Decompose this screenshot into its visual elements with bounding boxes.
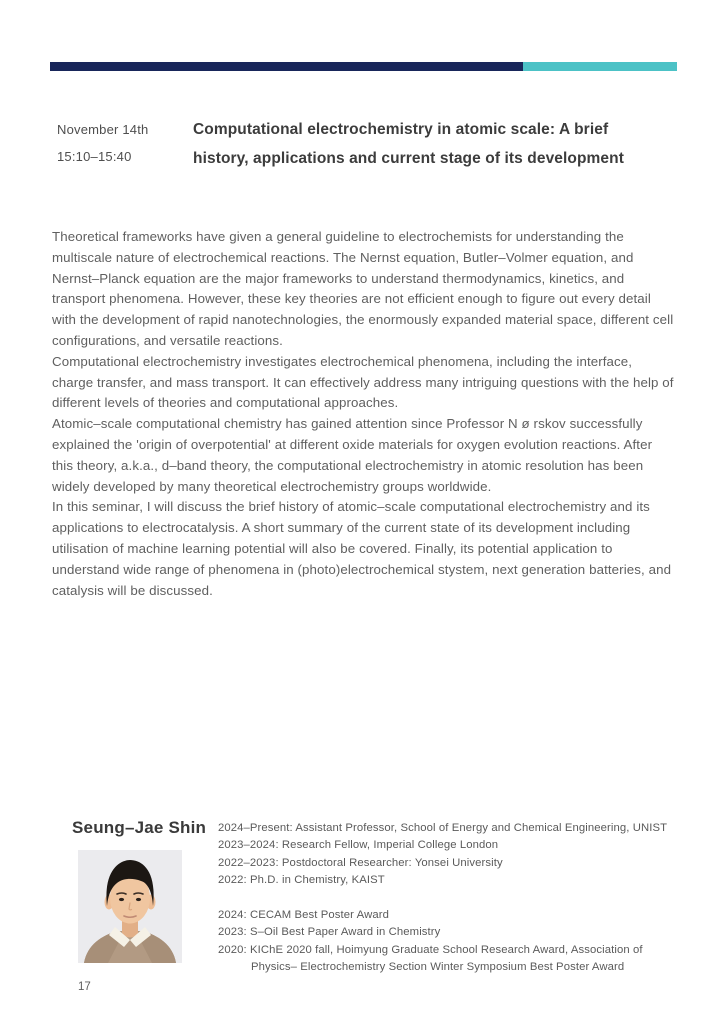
accent-bar-teal-segment	[523, 62, 677, 71]
speaker-cv	[218, 820, 688, 977]
page-number: 17	[78, 981, 91, 993]
accent-bar-navy-segment	[50, 62, 523, 71]
session-datetime	[57, 116, 192, 170]
abstract-paragraph: In this seminar, I will discuss the brief history of atomic–scale computational electrochemistry and its applications to electrocatalysis. A short summary of the current state of its development including utilisation of machine learning potential will also be covered. Finally, its potential application to understand wide range of phenomena in (photo)electrochemical stystem, next generation batteries, and catalysis will be discussed.	[52, 499, 672, 598]
session-date: November 14th	[57, 122, 149, 137]
award-entry: 2024: CECAM Best Poster Award	[218, 909, 389, 922]
header-accent-bar	[50, 62, 677, 71]
cv-entry: 2022–2023: Postdoctoral Researcher: Yonsei University	[218, 856, 503, 869]
award-entry: 2023: S–Oil Best Paper Award in Chemistry	[218, 926, 441, 939]
cv-entry: 2022: Ph.D. in Chemistry, KAIST	[218, 874, 385, 887]
abstract-paragraph: Theoretical frameworks have given a general guideline to electrochemists for understanding the multiscale nature of electrochemical reactions. The Nernst equation, Butler–Volmer equation, and Nernst–Planck equation are the major frameworks to understand thermodynamics, kinetics, and transport phenomena. However, these key theories are not efficient enough to figure out every detail with the development of rapid nanotechnologies, the enormously expanded material space, different cell configurations, and versatile reactions.	[52, 229, 674, 348]
cv-entry: 2024–Present: Assistant Professor, School of Energy and Chemical Engineering, UNIST	[218, 822, 668, 834]
cv-entry: 2023–2024: Research Fellow, Imperial College London	[218, 839, 499, 852]
speaker-photo	[78, 850, 182, 963]
speaker-name: Seung–Jae Shin	[72, 818, 207, 837]
cv-positions	[218, 820, 688, 890]
cv-awards	[218, 907, 688, 977]
abstract-paragraph: Computational electrochemistry investigates electrochemical phenomena, including the interface, charge transfer, and mass transport. It can effectively address many intriguing questions with the help of different levels of theories and computational approaches.	[52, 353, 674, 411]
award-entry: 2020: KIChE 2020 fall, Hoimyung Graduate School Research Award, Association of Physics– Electrochemistry Section Winter Symposium Best Poster Award	[218, 943, 643, 974]
speaker-portrait-image	[78, 850, 182, 963]
abstract-text	[52, 227, 674, 601]
session-title: Computational electrochemistry in atomic scale: A brief history, applications and current stage of its development	[193, 121, 624, 167]
session-time: 15:10–15:40	[57, 149, 132, 164]
abstract-paragraph: Atomic–scale computational chemistry has gained attention since Professor N ø rskov successfully explained the 'origin of overpotential' at different oxide materials for oxygen evolution reactions. After this theory, a.k.a., d–band theory, the computational electrochemistry in atomic resolution has been widely developed by many theoretical electrochemistry groups worldwide.	[52, 416, 653, 494]
